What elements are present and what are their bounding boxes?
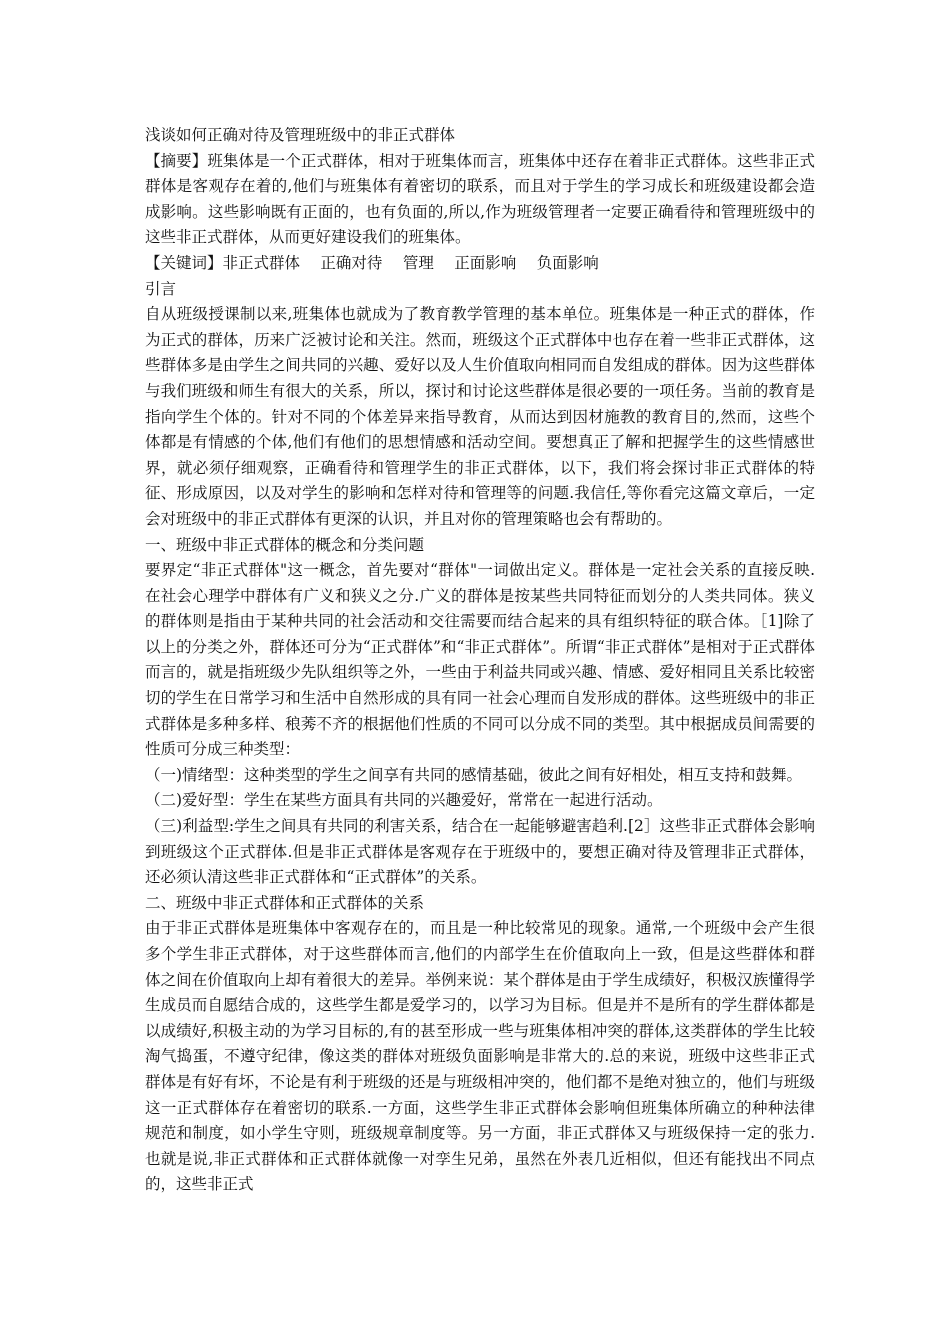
keywords-line: 【关键词】非正式群体 正确对待 管理 正面影响 负面影响 (145, 253, 599, 272)
section2-heading: 二、班级中非正式群体和正式群体的关系 (145, 893, 425, 912)
document-title: 浅谈如何正确对待及管理班级中的非正式群体 (145, 126, 456, 144)
abstract-paragraph: 【摘要】班集体是一个正式群体，相对于班集体而言，班集体中还存在着非正式群体。这些非正式群体是客观存在着的,他们与班集体有着密切的联系，而且对于学生的学习成长和班级建设都会造成影响。这些影响既有正面的，也有负面的,所以,作为班级管理者一定要正确看待和管理班级中的这些非正式群体，从而更好建设我们的班集体。 (145, 151, 815, 247)
section1-paragraph: 要界定“非正式群体"这一概念，首先要对“群体"一词做出定义。群体是一定社会关系的直接反映.在社会心理学中群体有广义和狭义之分.广义的群体是按某些共同特征而划分的人类共同体。狭义的群体则是指由于某种共同的社会活动和交往需要而结合起来的具有组织特征的联合体。［1]除了以上的分类之外，群体还可分为“正式群体”和“非正式群体”。所谓“非正式群体”是相对于正式群体而言的，就是指班级少先队组织等之外，一些由于利益共同或兴趣、情感、爱好相同且关系比较密切的学生在日常学习和生活中自然形成的具有同一社会心理而自发形成的群体。这些班级中的非正式群体是多种多样、稂莠不齐的根据他们性质的不同可以分成不同的类型。其中根据成员间需要的性质可分成三种类型： (145, 561, 815, 759)
type2-paragraph: （二)爱好型：学生在某些方面具有共同的兴趣爱好，常常在一起进行活动。 (145, 791, 663, 810)
section1-heading: 一、班级中非正式群体的概念和分类问题 (145, 535, 425, 554)
type3-paragraph: （三)利益型:学生之间具有共同的利害关系，结合在一起能够避害趋利.[2］这些非正式群体会影响到班级这个正式群体.但是非正式群体是客观存在于班级中的，要想正确对待及管理非正式群体，还必须认清这些非正式群体和“正式群体”的关系。 (145, 817, 815, 887)
document-page (145, 123, 815, 1198)
section2-paragraph: 由于非正式群体是班集体中客观存在的，而且是一种比较常见的现象。通常,一个班级中会产生很多个学生非正式群体，对于这些群体而言,他们的内部学生在价值取向上一致，但是这些群体和群体之间在价值取向上却有着很大的差异。举例来说：某个群体是由于学生成绩好，积极汉族懂得学生成员而自愿结合成的，这些学生都是爱学习的，以学习为目标。但是并不是所有的学生群体都是以成绩好,积极主动的为学习目标的,有的甚至形成一些与班集体相冲突的群体,这类群体的学生比较淘气捣蛋，不遵守纪律，像这类的群体对班级负面影响是非常大的.总的来说，班级中这些非正式群体是有好有坏，不论是有利于班级的还是与班级相冲突的，他们都不是绝对独立的，他们与班级这一正式群体存在着密切的联系.一方面，这些学生非正式群体会影响但班集体所确立的种种法律规范和制度，如小学生守则，班级规章制度等。另一方面，非正式群体又与班级保持一定的张力.也就是说,非正式群体和正式群体就像一对孪生兄弟，虽然在外表几近相似，但还有能找出不同点的，这些非正式 (145, 919, 815, 1194)
type1-paragraph: （一)情绪型：这种类型的学生之间享有共同的感情基础，彼此之间有好相处，相互支持和鼓舞。 (145, 765, 803, 784)
intro-heading: 引言 (145, 279, 177, 298)
intro-paragraph: 自从班级授课制以来,班集体也就成为了教育教学管理的基本单位。班集体是一种正式的群体，作为正式的群体，历来广泛被讨论和关注。然而，班级这个正式群体中也存在着一些非正式群体，这些群体多是由学生之间共同的兴趣、爱好以及人生价值取向相同而自发组成的群体。因为这些群体与我们班级和师生有很大的关系，所以，探讨和讨论这些群体是很必要的一项任务。当前的教育是指向学生个体的。针对不同的个体差异来指导教育，从而达到因材施教的教育目的,然而，这些个体都是有情感的个体,他们有他们的思想情感和活动空间。要想真正了解和把握学生的这些情感世界，就必须仔细观察，正确看待和管理学生的非正式群体，以下，我们将会探讨非正式群体的特征、形成原因，以及对学生的影响和怎样对待和管理等的问题.我信任,等你看完这篇文章后，一定会对班级中的非正式群体有更深的认识，并且对你的管理策略也会有帮助的。 (145, 305, 815, 528)
